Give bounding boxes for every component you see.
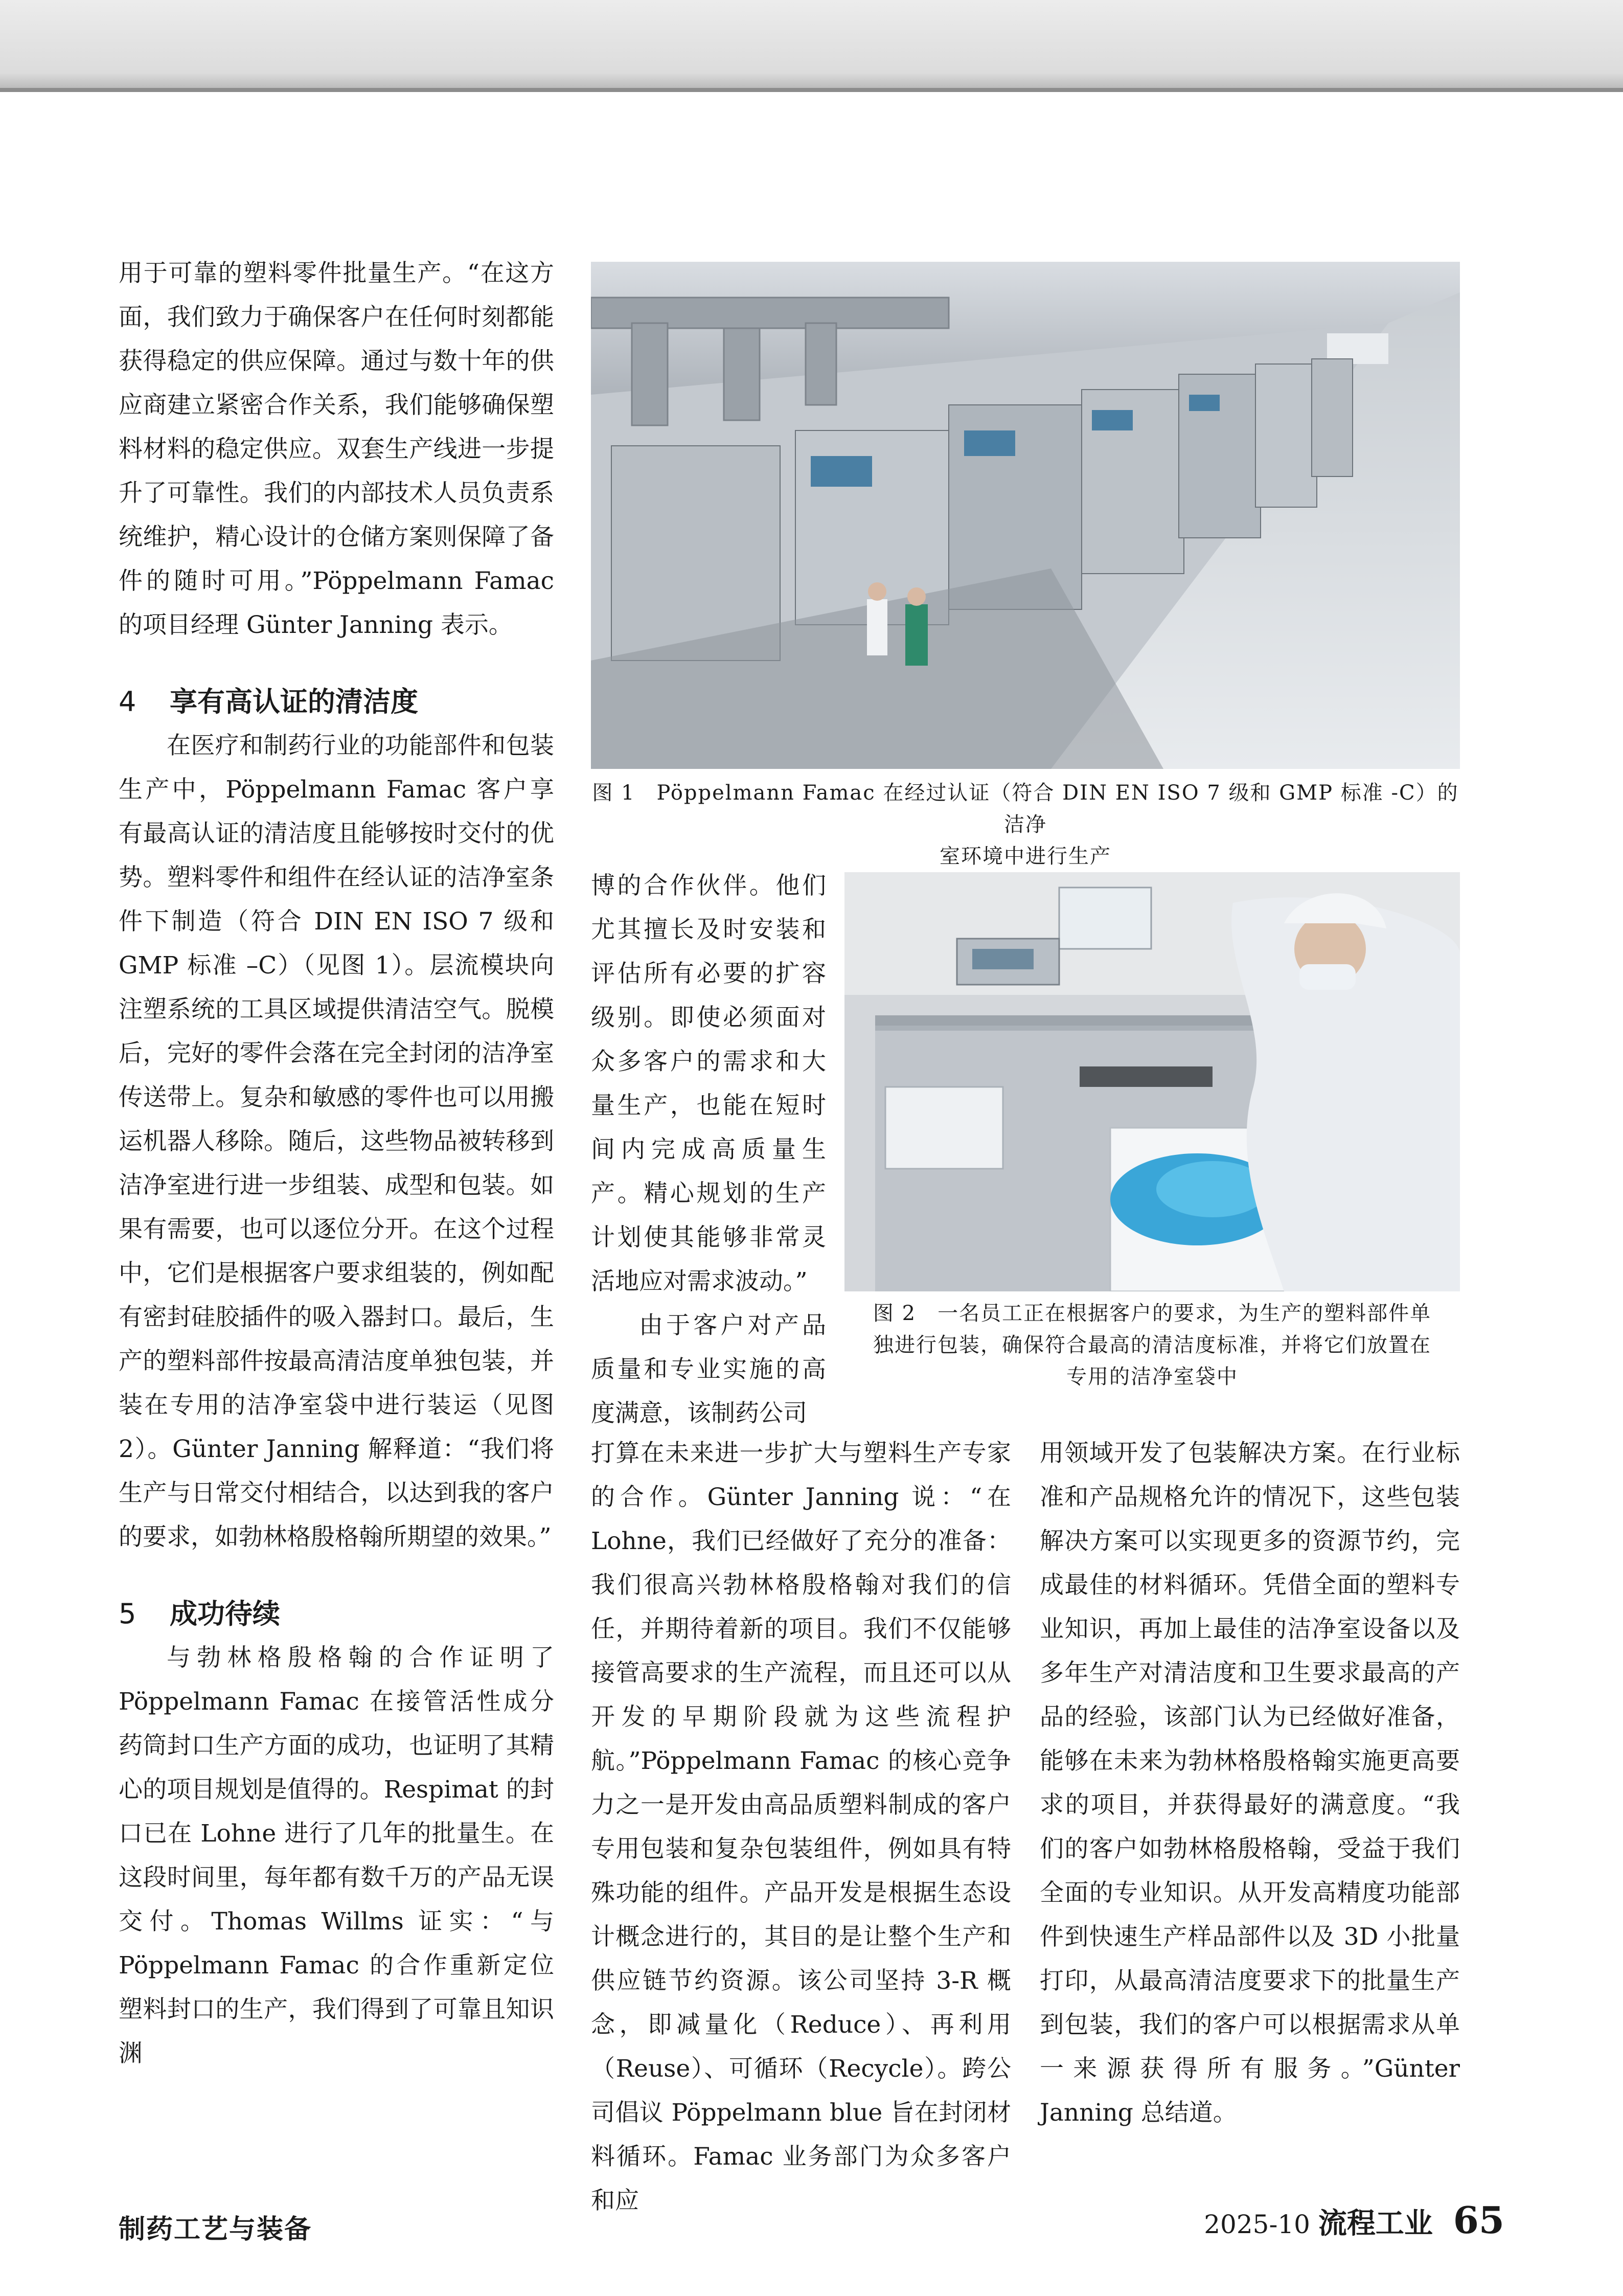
figure-2-caption-line-1: 图 2 一名员工正在根据客户的要求，为生产的塑料部件单 <box>873 1302 1432 1325</box>
intro-paragraph: 用于可靠的塑料零件批量生产。“在这方面，我们致力于确保客户在任何时刻都能获得稳定的供应保障。通过与数十年的供应商建立紧密合作关系，我们能够确保塑料材料的稳定供应。双套生产线进一步提升了可靠性。我们的内部技术人员负责系统维护，精心设计的仓储方案则保障了备件的随时可用。”Pöppelmann Famac 的项目经理 Günter Janning 表示。 <box>119 259 554 639</box>
figure-2-caption <box>844 1298 1460 1393</box>
page-number: 65 <box>1453 2198 1504 2242</box>
footer-journal-section: 制药工艺与装备 <box>119 2214 312 2245</box>
figure-1-caption <box>591 777 1460 872</box>
footer-magazine-name: 流程工业 <box>1318 2207 1433 2240</box>
figure-1-cleanroom-photo <box>591 262 1460 769</box>
section-4-title: 享有高认证的清洁度 <box>170 686 418 718</box>
section-4-paragraph: 在医疗和制药行业的功能部件和包装生产中，Pöppelmann Famac 客户享有最高认证的清洁度且能够按时交付的优势。塑料零件和组件在经认证的洁净室条件下制造（符合 DIN EN ISO 7 级和 GMP 标准 –C）（见图 1）。层流模块向注塑系统的工具区域提供清洁空气。脱模后，完好的零件会落在完全封闭的洁净室传送带上。复杂和敏感的零件也可以用搬运机器人移除。随后，这些物品被转移到洁净室进行进一步组装、成型和包装。如果有需要，也可以逐位分开。在这个过程中，它们是根据客户要求组装的，例如配有密封硅胶插件的吸入器封口。最后，生产的塑料部件按最高清洁度单独包装，并装在专用的洁净室袋中进行装运（见图 2）。Günter Janning 解释道：“我们将生产与日常交付相结合，以达到我的客户的要求，如勃林格殷格翰所期望的效果。” <box>119 732 554 1551</box>
middle-column <box>591 1431 1011 2223</box>
page-header-band <box>0 0 1623 91</box>
left-column <box>119 252 554 2076</box>
section-4-heading <box>119 680 554 724</box>
header-rule <box>0 88 1623 92</box>
figure-2-caption-line-3: 专用的洁净室袋中 <box>1066 1365 1238 1389</box>
footer-issue: 2025-10 <box>1204 2210 1310 2239</box>
middle-paragraph: 打算在未来进一步扩大与塑料生产专家的合作。Günter Janning 说：“在 Lohne，我们已经做好了充分的准备：我们很高兴勃林格殷格翰对我们的信任，并期待着新的项目。我们不仅能够接管高要求的生产流程，而且还可以从开发的早期阶段就为这些流程护航。”Pöppelmann Famac 的核心竞争力之一是开发由高品质塑料制成的客户专用包装和复杂包装组件，例如具有特殊功能的组件。产品开发是根据生态设计概念进行的，其目的是让整个生产和供应链节约资源。该公司坚持 3-R 概念，即减量化（Reduce）、再利用（Reuse）、可循环（Recycle）。跨公司倡议 Pöppelmann blue 旨在封闭材料循环。Famac 业务部门为众多客户和应 <box>591 1439 1011 2215</box>
middle-narrow-paragraph-a: 博的合作伙伴。他们尤其擅长及时安装和评估所有必要的扩容级别。即使必须面对众多客户的需求和大量生产，也能在短时间内完成高质量生产。精心规划的生产计划使其能够非常灵活地应对需求波动。” <box>591 872 826 1295</box>
right-column <box>1040 1431 1460 2135</box>
footer-issue-info <box>1204 2198 1504 2242</box>
right-paragraph: 用领域开发了包装解决方案。在行业标准和产品规格允许的情况下，这些包装解决方案可以实现更多的资源节约，完成最佳的材料循环。凭借全面的塑料专业知识，再加上最佳的洁净室设备以及多年生产对清洁度和卫生要求最高的产品的经验，该部门认为已经做好准备，能够在未来为勃林格殷格翰实施更高要求的项目，并获得最好的满意度。“我们的客户如勃林格殷格翰，受益于我们全面的专业知识。从开发高精度功能部件到快速生产样品部件以及 3D 小批量打印，从最高清洁度要求下的批量生产到包装，我们的客户可以根据需求从单一来源获得所有服务。”Günter Janning 总结道。 <box>1040 1439 1460 2127</box>
section-5-number: 5 <box>119 1598 136 1630</box>
section-5-heading <box>119 1592 554 1636</box>
section-4-number: 4 <box>119 686 136 718</box>
figure-1-caption-line-1: 图 1 Pöppelmann Famac 在经过认证（符合 DIN EN ISO 7 级和 GMP 标准 -C）的洁净 <box>592 781 1459 836</box>
middle-narrow-paragraph-b: 由于客户对产品质量和专业实施的高度满意，该制药公司 <box>591 1311 826 1427</box>
section-5-paragraph: 与勃林格殷格翰的合作证明了 Pöppelmann Famac 在接管活性成分药筒封口生产方面的成功，也证明了其精心的项目规划是值得的。Respimat 的封口已在 Lohne 进行了几年的批量生。在这段时间里，每年都有数千万的产品无误交付。Thomas Willms 证实：“与 Pöppelmann Famac 的合作重新定位塑料封口的生产，我们得到了可靠且知识渊 <box>119 1644 554 2067</box>
figure-2-caption-line-2: 独进行包装，确保符合最高的清洁度标准，并将它们放置在 <box>873 1333 1431 1357</box>
section-5-title: 成功待续 <box>170 1598 280 1630</box>
middle-narrow-column <box>591 864 826 1436</box>
cleanroom-production-image <box>591 262 1460 769</box>
worker-packaging-image <box>844 872 1460 1291</box>
figure-2-packaging-photo <box>844 872 1460 1291</box>
figure-1-caption-line-2: 室环境中进行生产 <box>940 845 1111 868</box>
